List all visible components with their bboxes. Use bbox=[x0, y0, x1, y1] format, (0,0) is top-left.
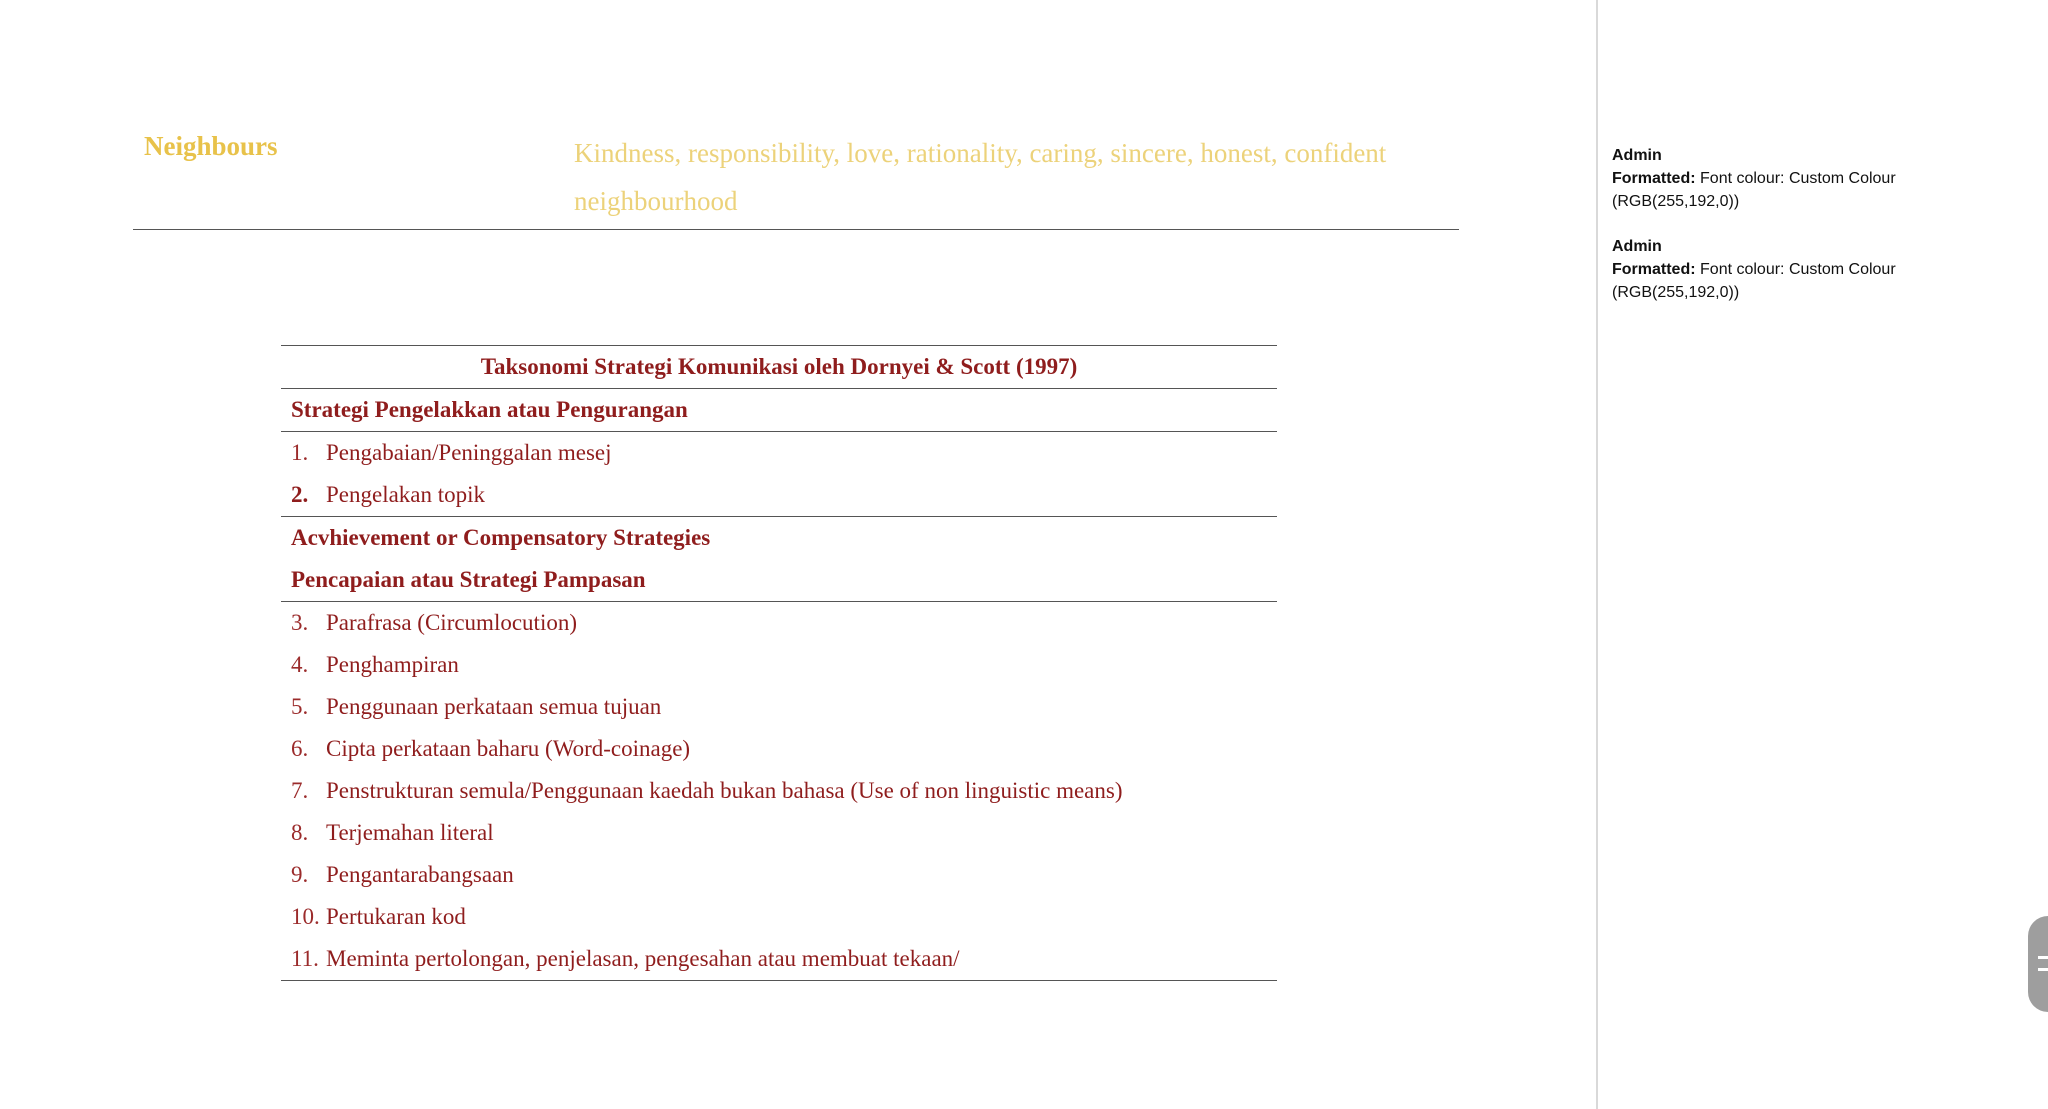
item-number: 4. bbox=[291, 652, 309, 677]
item-number: 7. bbox=[291, 778, 309, 803]
item-number: 3. bbox=[291, 610, 309, 635]
item-number: 10. bbox=[291, 904, 320, 929]
comment-label: Formatted: bbox=[1612, 261, 1696, 278]
list-item bbox=[281, 602, 1277, 644]
comment-text: Font colour: Custom Colour (RGB(255,192,0)) bbox=[1612, 170, 1896, 210]
list-item bbox=[281, 686, 1277, 728]
neighbours-values bbox=[574, 129, 1454, 225]
comment-body bbox=[1612, 167, 1932, 213]
item-text: Meminta pertolongan, penjelasan, pengesahan atau membuat tekaan/ bbox=[326, 946, 960, 971]
section-heading-achievement-en: Acvhievement or Compensatory Strategies bbox=[291, 525, 711, 550]
list-item bbox=[281, 432, 1277, 474]
list-item bbox=[281, 812, 1277, 854]
taxonomy-title: Taksonomi Strategi Komunikasi oleh Dornyei & Scott (1997) bbox=[480, 354, 1078, 379]
item-text: Pengantarabangsaan bbox=[326, 862, 514, 887]
side-panel-handle[interactable] bbox=[2028, 916, 2048, 1012]
list-item bbox=[281, 644, 1277, 686]
comment-label: Formatted: bbox=[1612, 170, 1696, 187]
item-text: Terjemahan literal bbox=[326, 820, 494, 845]
item-number: 5. bbox=[291, 694, 309, 719]
item-text: Penstrukturan semula/Penggunaan kaedah bukan bahasa (Use of non linguistic means) bbox=[326, 778, 1123, 803]
item-number: 9. bbox=[291, 862, 309, 887]
item-number: 2. bbox=[291, 482, 309, 507]
neighbours-values-line2: neighbourhood bbox=[574, 186, 738, 216]
item-text: Penghampiran bbox=[326, 652, 459, 677]
comment-author: Admin bbox=[1612, 147, 1662, 164]
neighbours-label: Neighbours bbox=[144, 131, 278, 161]
comment-balloon[interactable] bbox=[1612, 235, 1932, 304]
list-item bbox=[281, 896, 1277, 938]
item-text: Penggunaan perkataan semua tujuan bbox=[326, 694, 662, 719]
comment-balloon[interactable] bbox=[1612, 144, 1932, 213]
taxonomy-table bbox=[281, 345, 1277, 981]
item-text: Pertukaran kod bbox=[326, 904, 466, 929]
table-rule bbox=[281, 980, 1277, 981]
comment-author: Admin bbox=[1612, 238, 1662, 255]
comment-text: Font colour: Custom Colour (RGB(255,192,0)) bbox=[1612, 261, 1896, 301]
neighbours-values-line1: Kindness, responsibility, love, rationality, caring, sincere, honest, confident bbox=[574, 138, 1387, 168]
item-text: Cipta perkataan baharu (Word-coinage) bbox=[326, 736, 691, 761]
list-item bbox=[281, 770, 1277, 812]
list-item bbox=[281, 854, 1277, 896]
section-heading-avoidance: Strategi Pengelakkan atau Pengurangan bbox=[291, 397, 688, 422]
table-divider bbox=[133, 229, 1459, 230]
list-item bbox=[281, 728, 1277, 770]
item-text: Parafrasa (Circumlocution) bbox=[326, 610, 577, 635]
list-item bbox=[281, 938, 1277, 980]
item-number: 11. bbox=[291, 946, 319, 971]
comment-body bbox=[1612, 258, 1932, 304]
section-heading-achievement-ms: Pencapaian atau Strategi Pampasan bbox=[291, 567, 646, 592]
item-number: 6. bbox=[291, 736, 309, 761]
list-item bbox=[281, 474, 1277, 516]
item-text: Pengabaian/Peninggalan mesej bbox=[326, 440, 612, 465]
item-text: Pengelakan topik bbox=[326, 482, 486, 507]
item-number: 8. bbox=[291, 820, 309, 845]
item-number: 1. bbox=[291, 440, 309, 465]
